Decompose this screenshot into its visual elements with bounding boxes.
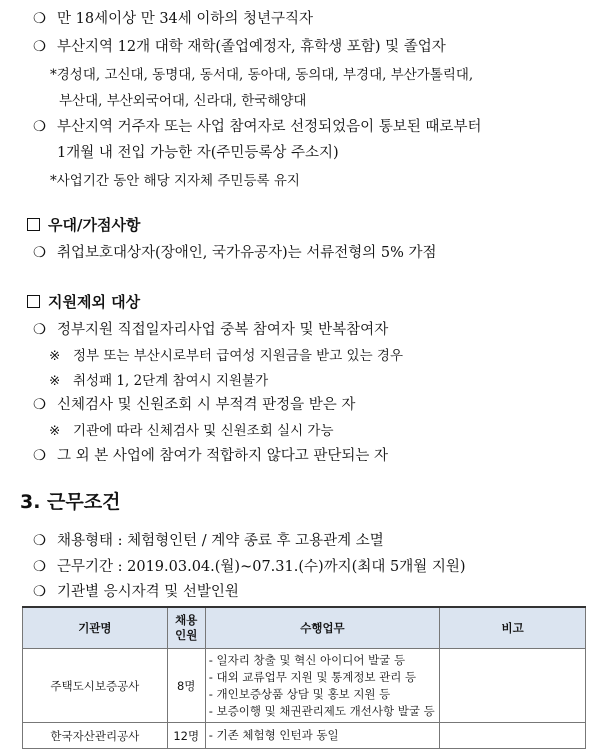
- duty-line: - 대외 교류업무 지원 및 통계정보 관리 등: [208, 669, 417, 684]
- org-cell: 한국자산관리공사: [23, 723, 168, 749]
- exclusion-note: [49, 371, 268, 391]
- note-cell: [440, 723, 586, 749]
- university-list-line-1: *경성대, 고신대, 동명대, 동서대, 동아대, 동의대, 부경대, 부산가톨릭대,: [50, 67, 474, 83]
- item-text: 그 외 본 사업에 참여가 적합하지 않다고 판단되는 자: [57, 448, 389, 464]
- work-condition-item: [33, 531, 384, 551]
- count-cell: 12명: [167, 723, 205, 749]
- eligibility-item-university: [33, 37, 446, 57]
- reference-mark-icon: ※: [49, 373, 61, 389]
- university-list-line-2: 부산대, 부산외국어대, 신라대, 한국해양대: [59, 93, 307, 109]
- item-text: 취업보호대상자(장애인, 국가유공자)는 서류전형의 5% 가점: [57, 245, 437, 261]
- bullet-circle-icon: ❍: [33, 448, 46, 464]
- item-text: 정부지원 직접일자리사업 중복 참여자 및 반복참여자: [57, 322, 389, 338]
- table-row: [23, 723, 586, 749]
- bullet-circle-icon: ❍: [33, 322, 46, 338]
- duty-line: - 개인보증상품 상담 및 홍보 지원 등: [208, 686, 391, 701]
- exclusion-heading: [27, 292, 140, 312]
- duty-line: - 보증이행 및 채권관리제도 개선사항 발굴 등: [208, 703, 435, 718]
- eligibility-item-residence: [33, 117, 481, 137]
- item-text: 근무기간 : 2019.03.04.(월)~07.31.(수)까지(최대 5개월 지원): [57, 559, 466, 575]
- header-org: 기관명: [23, 607, 168, 649]
- institution-table: [22, 606, 586, 749]
- work-conditions-heading: 3. 근무조건: [20, 491, 121, 513]
- item-text: 신체검사 및 신원조회 시 부적격 판정을 받은 자: [57, 397, 356, 413]
- table-row: [23, 649, 586, 723]
- header-note: 비고: [440, 607, 586, 649]
- duty-line: - 기존 체험형 인턴과 동일: [208, 728, 339, 742]
- work-condition-item: [33, 582, 239, 602]
- duties-cell: [205, 723, 440, 749]
- org-cell: 주택도시보증공사: [23, 649, 168, 723]
- bullet-circle-icon: ❍: [33, 584, 46, 600]
- residence-continuation: 1개월 내 전입 가능한 자(주민등록상 주소지): [57, 145, 339, 161]
- reference-mark-icon: ※: [49, 348, 61, 364]
- bullet-circle-icon: ❍: [33, 11, 46, 27]
- duties-cell: [205, 649, 440, 723]
- bullet-circle-icon: ❍: [33, 559, 46, 575]
- item-text: 취성패 1, 2단계 참여시 지원불가: [73, 373, 269, 389]
- item-text: 기관에 따라 신체검사 및 신원조회 실시 가능: [73, 423, 334, 439]
- item-text: 부산지역 거주자 또는 사업 참여자로 선정되었음이 통보된 때로부터: [57, 119, 482, 135]
- heading-text: 지원제외 대상: [48, 293, 141, 311]
- item-text: 기관별 응시자격 및 선발인원: [57, 584, 239, 600]
- note-cell: [440, 649, 586, 723]
- count-cell: 8명: [167, 649, 205, 723]
- preference-heading: [27, 215, 140, 235]
- bullet-circle-icon: ❍: [33, 397, 46, 413]
- work-condition-item: [33, 557, 466, 577]
- duty-line: - 일자리 창출 및 혁신 아이디어 발굴 등: [208, 652, 406, 667]
- item-text: 정부 또는 부산시로부터 급여성 지원금을 받고 있는 경우: [73, 348, 403, 364]
- checkbox-square-icon: [27, 218, 40, 231]
- bullet-circle-icon: ❍: [33, 39, 46, 55]
- exclusion-note: [49, 421, 334, 441]
- item-text: 채용형태 : 체험형인턴 / 계약 종료 후 고용관계 소멸: [57, 533, 384, 549]
- header-duties: 수행업무: [205, 607, 440, 649]
- exclusion-note: [49, 346, 403, 366]
- bullet-circle-icon: ❍: [33, 245, 46, 261]
- bullet-circle-icon: ❍: [33, 533, 46, 549]
- exclusion-item: [33, 395, 355, 415]
- item-text: 만 18세이상 만 34세 이하의 청년구직자: [57, 11, 314, 27]
- eligibility-item-age: [33, 9, 313, 29]
- exclusion-item: [33, 320, 388, 340]
- item-text: 부산지역 12개 대학 재학(졸업예정자, 휴학생 포함) 및 졸업자: [57, 39, 446, 55]
- heading-text: 우대/가점사항: [48, 216, 141, 234]
- checkbox-square-icon: [27, 295, 40, 308]
- bullet-circle-icon: ❍: [33, 119, 46, 135]
- residence-note: *사업기간 동안 해당 지자체 주민등록 유지: [50, 173, 300, 189]
- table-header-row: [23, 607, 586, 649]
- exclusion-item: [33, 446, 388, 466]
- reference-mark-icon: ※: [49, 423, 61, 439]
- preference-item: [33, 243, 437, 263]
- header-count: 채용 인원: [167, 607, 205, 649]
